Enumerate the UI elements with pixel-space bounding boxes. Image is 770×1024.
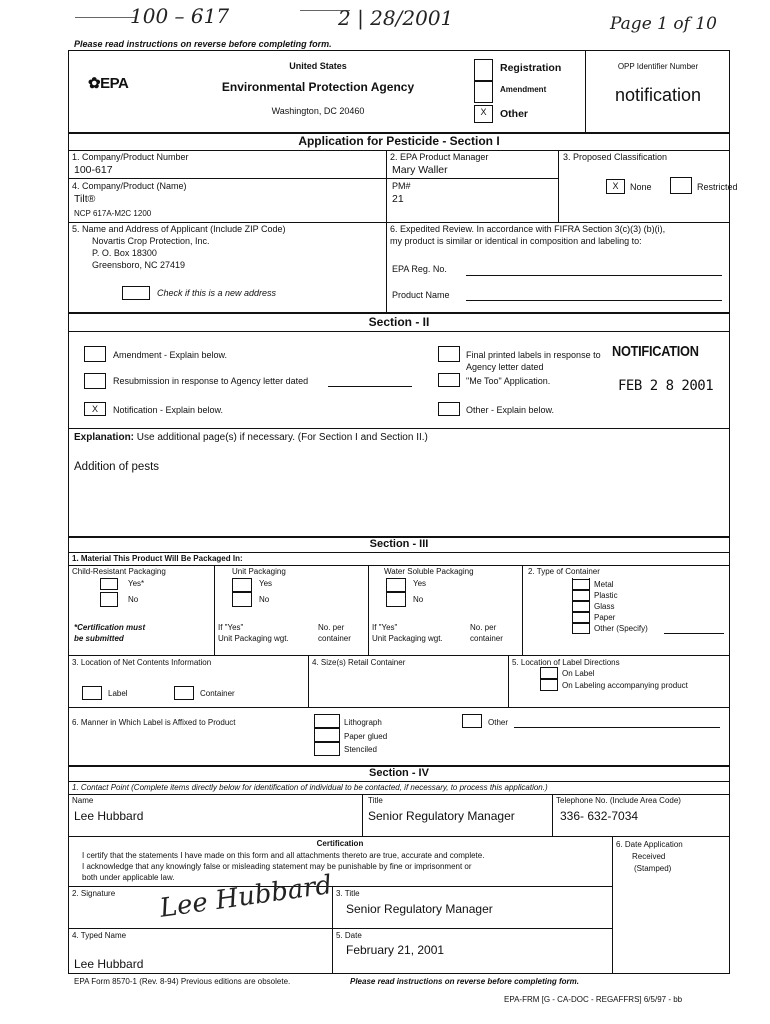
contact-title: Senior Regulatory Manager [368,809,515,823]
child-yes-checkbox[interactable] [100,578,118,590]
pm-label: PM# [392,181,411,191]
amendment-explain-checkbox[interactable] [84,346,106,362]
affixed-other-field[interactable] [514,727,720,728]
divider [68,222,730,223]
address-line3: Greensboro, NC 27419 [92,260,186,270]
on-labeling-checkbox[interactable] [540,679,558,691]
divider [558,178,559,222]
divider [68,707,730,708]
epa-logo: ✿EPA [88,75,129,92]
divider [68,928,612,929]
child-no-label: No [128,595,139,604]
final-labels-label: Final printed labels in response to [466,350,601,360]
top-instruction: Please read instructions on reverse before completing form. [74,39,332,49]
water-no-checkbox[interactable] [386,592,406,607]
type-metal: Metal [594,580,614,589]
plastic-checkbox[interactable] [572,590,590,601]
divider [68,655,730,656]
resubmission-checkbox[interactable] [84,373,106,389]
notification-stamp: NOTIFICATION [612,343,699,360]
stamp-date: FEB 2 8 2001 [618,378,714,394]
divider [68,428,730,429]
me-too-checkbox[interactable] [438,373,460,387]
epa-flower-icon: ✿ [88,75,101,92]
divider [68,565,730,566]
net-label-checkbox[interactable] [82,686,102,700]
divider [68,794,730,795]
divider [552,794,553,836]
typed-name-label: 4. Typed Name [72,931,127,940]
glass-checkbox[interactable] [572,601,590,612]
explanation-row [74,432,428,443]
water-no-label: No [413,595,424,604]
epa-reg-field[interactable] [466,275,722,276]
opp-value: notification [614,85,702,105]
section4-title: Section - IV [369,767,429,779]
divider [386,222,387,312]
paper-checkbox[interactable] [572,612,590,623]
divider [68,552,730,553]
address-line2: P. O. Box 18300 [92,248,157,258]
on-label-checkbox[interactable] [540,667,558,679]
me-too-label: "Me Too" Application. [466,376,551,386]
water-container: container [470,634,503,643]
divider [68,886,612,887]
metal-checkbox[interactable] [572,579,590,590]
opp-label: OPP Identifier Number [617,62,699,71]
date-value: February 21, 2001 [346,943,445,957]
amendment-checkbox[interactable] [474,81,493,103]
f2-label: 2. EPA Product Manager [390,152,489,162]
water-wgt-label: Unit Packaging wgt. [372,634,443,643]
date-app-label: 6. Date Application [616,840,683,849]
divider [612,836,613,974]
none-label: None [630,182,652,192]
unit-no-label: No [259,595,270,604]
f5-label: 5. Name and Address of Applicant (Include ZIP Code) [72,224,286,234]
f4-label: 4. Company/Product (Name) [72,181,187,191]
divider [308,655,309,707]
on-label-label: On Label [562,669,595,678]
q1-label: 1. Material This Product Will Be Packaged In: [72,554,243,563]
typed-name: Lee Hubbard [74,957,144,971]
explanation-hint: Use additional page(s) if necessary. (For Section I and Section II.) [136,432,428,443]
notification-label: Notification - Explain below. [113,405,224,415]
cert-text-2: I acknowledge that any knowingly false or misleading statement may be punishable by fine or imprisonment or [82,862,472,871]
sig-title-label: 3. Title [336,889,360,898]
divider [68,836,730,837]
divider [558,150,559,178]
registration-checkbox[interactable] [474,59,493,81]
unit-if-yes: If "Yes" [218,623,244,632]
signature-label: 2. Signature [72,889,116,898]
unit-yes-label: Yes [259,579,273,588]
certification-title: Certification [316,839,364,848]
net-container-label: Container [200,689,235,698]
cert-note-2: be submitted [74,634,124,643]
address-line1: Novartis Crop Protection, Inc. [92,236,210,246]
stamped-label: (Stamped) [634,864,672,873]
agency-line1: United States [289,61,347,71]
q3-label: 3. Location of Net Contents Information [72,658,212,667]
restricted-label: Restricted [697,182,738,192]
contact-phone: 336- 632-7034 [560,809,639,823]
divider [75,17,135,18]
cert-note-1: *Certification must [74,623,146,632]
lithograph-label: Lithograph [344,718,382,727]
lithograph-checkbox[interactable] [314,714,340,728]
amendment-explain-label: Amendment - Explain below. [113,350,228,360]
product-name: Tilt® [74,193,96,205]
agency-name: Environmental Protection Agency [221,80,415,94]
type-plastic: Plastic [594,591,618,600]
unit-no-checkbox[interactable] [232,592,252,607]
unit-container: container [318,634,351,643]
explanation-text: Addition of pests [74,461,160,473]
net-container-checkbox[interactable] [174,686,194,700]
contact-name: Lee Hubbard [74,809,144,823]
divider [68,178,558,179]
divider [68,331,730,332]
form-code: EPA-FRM [G - CA-DOC - REGAFFRS] 6/5/97 - bb [504,995,683,1004]
water-no-per: No. per [470,623,497,632]
unit-wgt-label: Unit Packaging wgt. [218,634,289,643]
classification-restricted-checkbox[interactable] [670,177,692,194]
stenciled-checkbox[interactable] [314,742,340,756]
form-footer-instructions: Please read instructions on reverse before completing form. [350,977,579,986]
divider [68,781,730,782]
explanation-label: Explanation: [74,432,135,443]
resubmission-label: Resubmission in response to Agency letter dated [113,376,309,386]
divider [68,312,730,314]
f6-text: my product is similar or identical in composition and labeling to: [390,236,642,246]
section3-title: Section - III [369,538,429,550]
cert-text-3: both under applicable law. [82,873,175,882]
water-soluble-label: Water Soluble Packaging [384,567,474,576]
form-footer-note: EPA Form 8570-1 (Rev. 8-94) Previous editions are obsolete. [74,977,291,986]
water-yes-label: Yes [413,579,427,588]
on-labeling-label: On Labeling accompanying product [562,681,688,690]
type-glass: Glass [594,602,615,611]
pm-value: 21 [392,193,404,205]
notification-checkbox[interactable]: X [84,402,106,416]
date-label: 5. Date [336,931,362,940]
section2-title: Section - II [368,315,430,329]
received-label: Received [632,852,666,861]
product-code: NCP 617A-M2C 1200 [74,209,152,218]
divider [368,565,369,655]
new-address-label: Check if this is a new address [157,288,277,298]
agency-letter-label: Agency letter dated [466,362,544,372]
cert-text-1: I certify that the statements I have made on this form and all attachments thereto are true, accurate and complete. [82,851,485,860]
product-manager: Mary Waller [392,164,448,176]
epa-reg-label: EPA Reg. No. [392,264,447,274]
net-label-label: Label [108,689,128,698]
sig-title-value: Senior Regulatory Manager [346,902,493,916]
f6-label: 6. Expedited Review. In accordance with FIFRA Section 3(c)(3) (b)(i), [390,224,666,234]
container-type-label: 2. Type of Container [528,567,600,576]
resubmission-date-field[interactable] [328,386,412,387]
title-label: Title [368,796,383,805]
agency-address: Washington, DC 20460 [271,106,365,116]
paper-glued-label: Paper glued [344,732,388,741]
other-explain-label: Other - Explain below. [466,405,555,415]
divider [214,565,215,655]
final-labels-checkbox[interactable] [438,346,460,362]
q6-label: 6. Manner in Which Label is Affixed to Product [72,718,236,727]
divider [508,655,509,707]
name-label: Name [72,796,94,805]
water-yes-checkbox[interactable] [386,578,406,592]
new-address-checkbox[interactable] [122,286,150,300]
q4-label: 4. Size(s) Retail Container [312,658,406,667]
child-no-checkbox[interactable] [100,592,118,607]
stenciled-label: Stenciled [344,745,377,754]
other-checkbox[interactable]: X [474,105,493,123]
unit-packaging-label: Unit Packaging [232,567,286,576]
registration-label: Registration [500,62,562,74]
section1-title: Application for Pesticide - Section I [298,134,500,148]
amendment-label: Amendment [500,85,547,94]
phone-label: Telephone No. (Include Area Code) [556,796,681,805]
divider [68,150,730,151]
other-label: Other [500,108,529,120]
unit-yes-checkbox[interactable] [232,578,252,592]
type-paper: Paper [594,613,616,622]
divider [522,565,523,655]
handwritten-date: 2 | 28/2001 [338,6,454,30]
child-yes-label: Yes* [128,579,145,588]
company-product-number: 100-617 [74,164,113,176]
type-other: Other (Specify) [594,624,648,633]
handwritten-page: Page 1 of 10 [610,14,717,34]
f1-label: 1. Company/Product Number [72,152,189,162]
f3-label: 3. Proposed Classification [563,152,668,162]
handwritten-product-number: 100 – 617 [130,4,230,28]
affixed-other-label: Other [488,718,509,727]
divider [362,794,363,836]
other-type-checkbox[interactable] [572,623,590,634]
classification-none-checkbox[interactable]: X [606,179,625,194]
q5-label: 5. Location of Label Directions [512,658,620,667]
other-explain-checkbox[interactable] [438,402,460,416]
product-name-label: Product Name [392,290,450,300]
other-type-field[interactable] [664,633,724,634]
contact-point-label: 1. Contact Point (Complete items directly below for identification of individual to be contacted, if necessary, to process this application.) [72,783,548,792]
water-if-yes: If "Yes" [372,623,398,632]
paper-glued-checkbox[interactable] [314,728,340,742]
child-resistant-label: Child-Resistant Packaging [72,567,166,576]
signature: Lee Hubbard [157,869,334,924]
divider [386,150,387,222]
unit-no-per: No. per [318,623,345,632]
affixed-other-checkbox[interactable] [462,714,482,728]
product-name-field[interactable] [466,300,722,301]
